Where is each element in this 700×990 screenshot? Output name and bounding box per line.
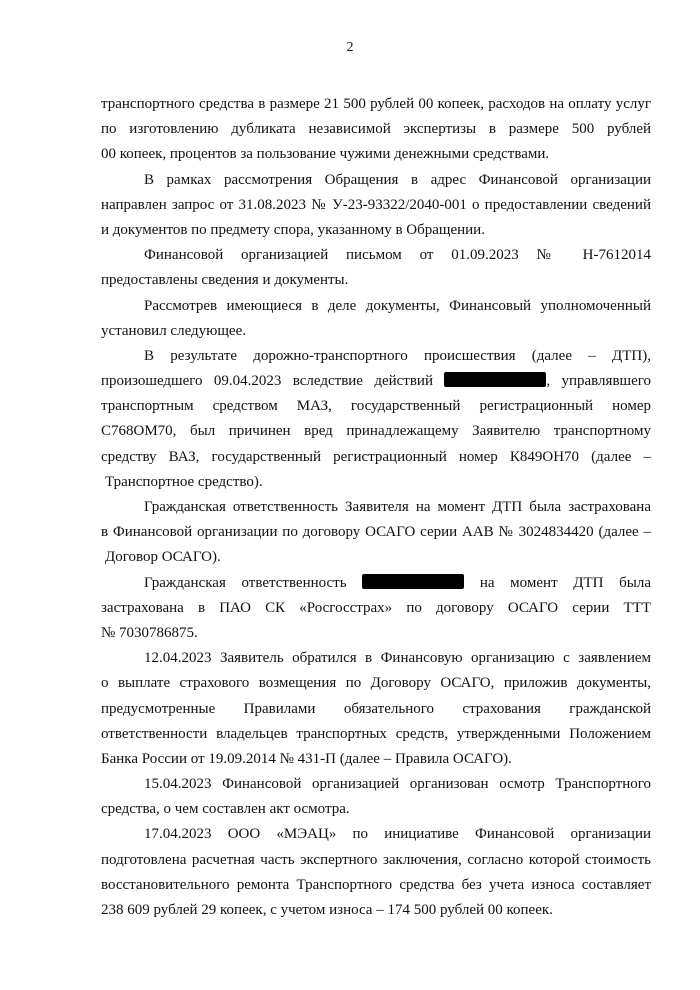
text-line: транспортным средством МАЗ, государственный регистрационный номер bbox=[101, 398, 651, 415]
redaction-block bbox=[362, 574, 464, 589]
text-fragment: Гражданская ответственность bbox=[144, 574, 347, 591]
text-line: № 7030786875. bbox=[101, 624, 198, 641]
text-line: подготовлена расчетная часть экспертного заключения, согласно которой стоимость bbox=[101, 851, 651, 868]
text-fragment: на момент ДТП была bbox=[479, 574, 651, 591]
text-line: 15.04.2023 Финансовой организацией организован осмотр Транспортного bbox=[144, 776, 651, 793]
text-line: по изготовлению дубликата независимой экспертизы в размере 500 рублей bbox=[101, 121, 651, 138]
text-line: и документов по предмету спора, указанному в Обращении. bbox=[101, 221, 485, 238]
text-line: Банка России от 19.09.2014 № 431-П (далее – Правила ОСАГО). bbox=[101, 750, 512, 767]
text-line: 12.04.2023 Заявитель обратился в Финансовую организацию с заявлением bbox=[144, 650, 651, 667]
text-line: направлен запрос от 31.08.2023 № У-23-93322/2040-001 о предоставлении сведений bbox=[101, 196, 651, 213]
text-line: 17.04.2023 ООО «МЭАЦ» по инициативе Финансовой организации bbox=[144, 826, 651, 843]
text-line-with-redaction bbox=[101, 571, 651, 596]
text-line: застрахована в ПАО СК «Росгосстрах» по договору ОСАГО серии ТТТ bbox=[101, 599, 651, 616]
document-body bbox=[101, 92, 651, 923]
text-line: В рамках рассмотрения Обращения в адрес Финансовой организации bbox=[144, 171, 651, 188]
text-line: 00 копеек, процентов за пользование чужими денежными средствами. bbox=[101, 146, 550, 163]
text-line: Договор ОСАГО). bbox=[105, 549, 221, 566]
text-line: 238 609 рублей 29 копеек, с учетом износа – 174 500 рублей 00 копеек. bbox=[101, 902, 553, 918]
text-line: средства, о чем составлен акт осмотра. bbox=[101, 801, 350, 818]
text-line: установил следующее. bbox=[101, 322, 246, 339]
text-line: ответственности владельцев транспортных средств, утвержденными Положением bbox=[101, 725, 651, 742]
text-line-with-redaction bbox=[101, 369, 651, 394]
text-fragment: произошедшего 09.04.2023 вследствие действий bbox=[101, 373, 433, 390]
text-fragment: , управлявшего bbox=[546, 373, 652, 390]
text-line: Финансовой организацией письмом от 01.09.2023 № Н-7612014 bbox=[144, 247, 651, 264]
redaction-block bbox=[444, 372, 546, 387]
text-line: о выплате страхового возмещения по Договору ОСАГО, приложив документы, bbox=[101, 675, 651, 692]
text-line: предусмотренные Правилами обязательного страхования гражданской bbox=[101, 700, 651, 717]
page-number: 2 bbox=[346, 40, 354, 55]
text-line: Гражданская ответственность Заявителя на момент ДТП была застрахована bbox=[144, 499, 651, 515]
text-line: Рассмотрев имеющиеся в деле документы, Финансовый уполномоченный bbox=[144, 297, 651, 314]
text-line: Транспортное средство). bbox=[105, 473, 263, 490]
text-line: восстановительного ремонта Транспортного средства без учета износа составляет bbox=[101, 876, 651, 893]
text-line: средству ВАЗ, государственный регистрационный номер К849ОН70 (далее – bbox=[101, 448, 651, 465]
text-line: С768ОМ70, был причинен вред принадлежащему Заявителю транспортному bbox=[101, 423, 651, 440]
text-line: В результате дорожно-транспортного происшествия (далее – ДТП), bbox=[144, 347, 651, 364]
text-line: в Финансовой организации по договору ОСАГО серии ААВ № 3024834420 (далее – bbox=[101, 524, 651, 541]
text-line: транспортного средства в размере 21 500 рублей 00 копеек, расходов на оплату услуг bbox=[101, 96, 651, 112]
text-line: предоставлены сведения и документы. bbox=[101, 272, 349, 289]
